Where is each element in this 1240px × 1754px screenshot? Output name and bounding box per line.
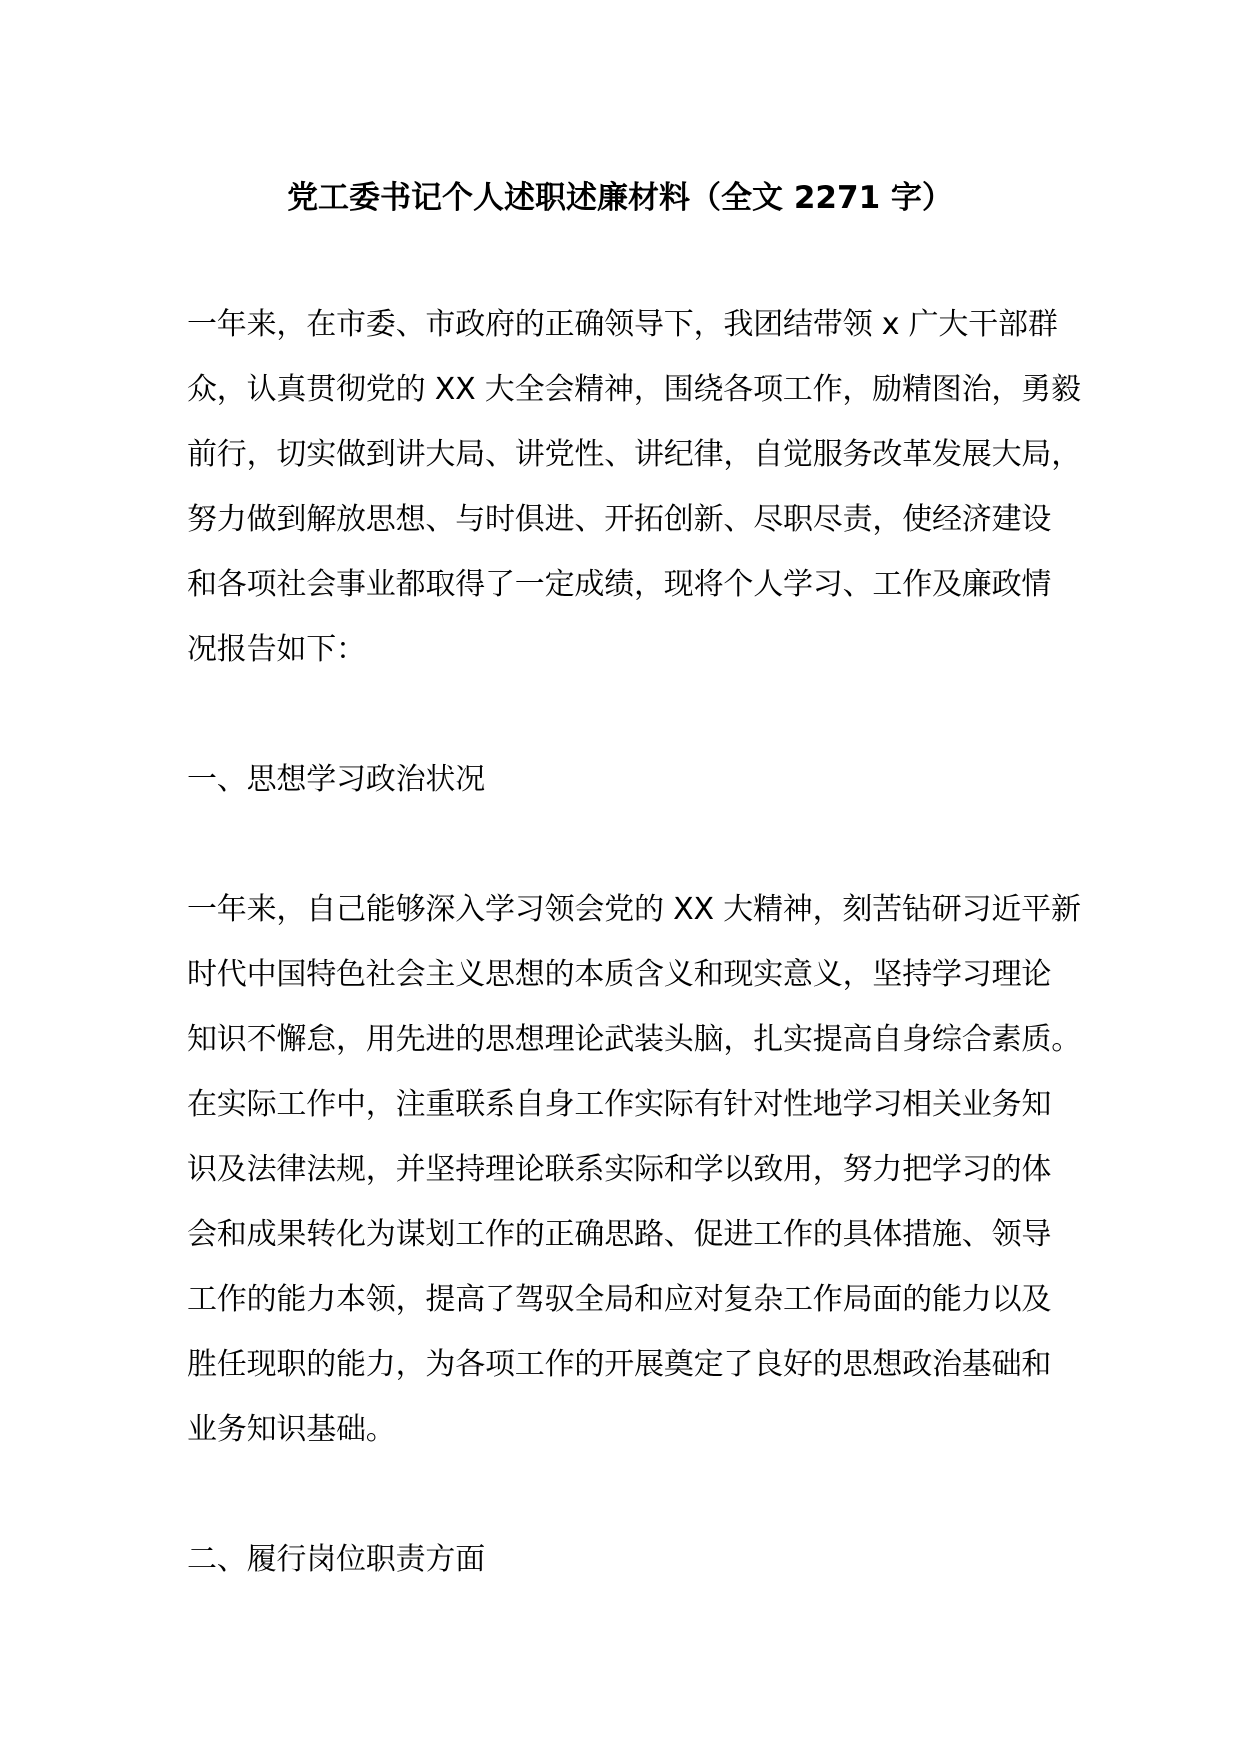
- paragraph-line: 工作的能力本领，提高了驾驭全局和应对复杂工作局面的能力以及: [187, 1282, 1052, 1317]
- paragraph-line: 和各项社会事业都取得了一定成绩，现将个人学习、工作及廉政情: [187, 567, 1052, 602]
- paragraph-line: 一年来，自己能够深入学习领会党的 XX 大精神，刻苦钻研习近平新: [187, 892, 1081, 927]
- section-heading-2: 二、履行岗位职责方面: [187, 1542, 485, 1577]
- paragraph-line: 知识不懈怠，用先进的思想理论武装头脑，扎实提高自身综合素质。: [187, 1022, 1081, 1057]
- document-title: 党工委书记个人述职述廉材料（全文 2271 字）: [287, 180, 953, 216]
- paragraph-line: 前行，切实做到讲大局、讲党性、讲纪律，自觉服务改革发展大局，: [187, 437, 1081, 472]
- paragraph-line: 时代中国特色社会主义思想的本质含义和现实意义，坚持学习理论: [187, 957, 1052, 992]
- paragraph-line: 会和成果转化为谋划工作的正确思路、促进工作的具体措施、领导: [187, 1217, 1052, 1252]
- paragraph-line: 一年来，在市委、市政府的正确领导下，我团结带领 x 广大干部群: [187, 307, 1058, 342]
- paragraph-line: 胜任现职的能力，为各项工作的开展奠定了良好的思想政治基础和: [187, 1347, 1052, 1382]
- paragraph-line: 业务知识基础。: [187, 1412, 396, 1447]
- section-heading-1: 一、思想学习政治状况: [187, 762, 485, 797]
- paragraph-line: 识及法律法规，并坚持理论联系实际和学以致用，努力把学习的体: [187, 1152, 1052, 1187]
- paragraph-line: 在实际工作中，注重联系自身工作实际有针对性地学习相关业务知: [187, 1087, 1052, 1122]
- paragraph-line: 努力做到解放思想、与时俱进、开拓创新、尽职尽责，使经济建设: [187, 502, 1052, 537]
- paragraph-line: 况报告如下：: [187, 632, 366, 667]
- paragraph-line: 众，认真贯彻党的 XX 大全会精神，围绕各项工作，励精图治，勇毅: [187, 372, 1081, 407]
